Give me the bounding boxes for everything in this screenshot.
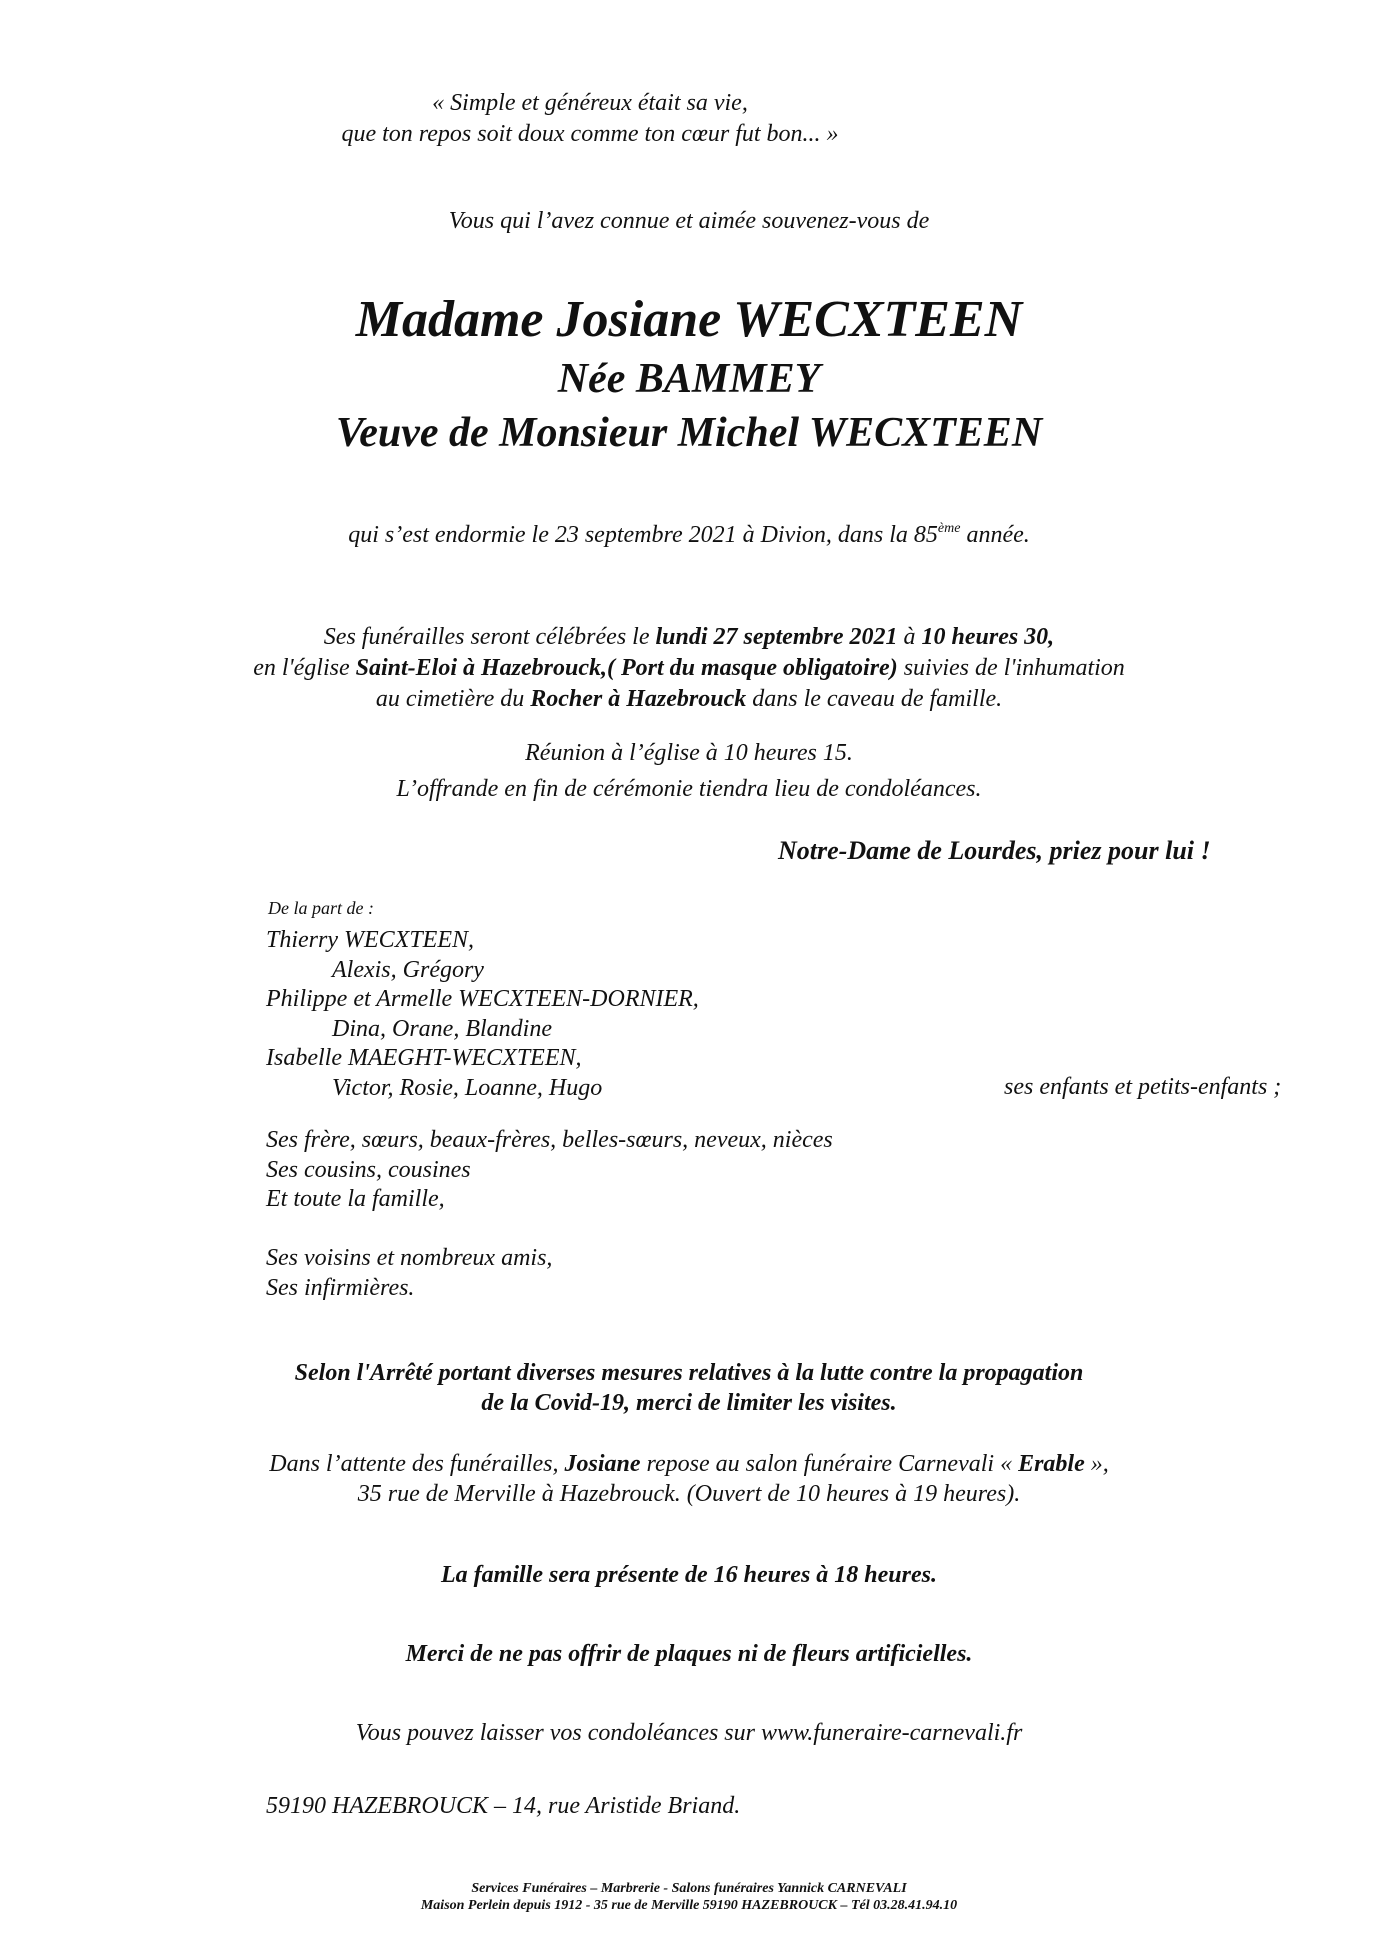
funeral-text: Ses funérailles seront célébrées le <box>323 624 656 650</box>
death-notice <box>0 522 1378 549</box>
family-member: Alexis, Grégory <box>332 956 484 983</box>
funeral-date: lundi 27 septembre 2021 <box>655 624 898 650</box>
salon-name: Erable <box>1018 1451 1085 1477</box>
deceased-name: Madame Josiane WECXTEEN <box>355 291 1023 348</box>
funeral-cemetery: Rocher à Hazebrouck <box>530 686 747 712</box>
repose-line-1 <box>0 1449 1378 1479</box>
family-member: Thierry WECXTEEN, <box>266 927 474 953</box>
children-label: ses enfants et petits-enfants ; <box>1004 1074 1282 1100</box>
covid-notice <box>0 1358 1378 1418</box>
death-text: qui s’est endormie le 23 septembre 2021 à Divion, dans la 85 <box>348 522 938 548</box>
family-list <box>266 926 699 1103</box>
footer-line-1: Services Funéraires – Marbrerie - Salons funéraires Yannick CARNEVALI <box>471 1881 907 1896</box>
church-meeting: Réunion à l’église à 10 heures 15. <box>525 740 853 766</box>
offering-note: L’offrande en fin de cérémonie tiendra lieu de condoléances. <box>396 776 982 802</box>
condolences-notice: Vous pouvez laisser vos condoléances sur www.funeraire-carnevali.fr <box>355 1720 1023 1746</box>
relatives-line: Et toute la famille, <box>266 1186 445 1212</box>
funeral-text: à <box>897 624 922 650</box>
family-member: Dina, Orane, Blandine <box>332 1015 552 1042</box>
quote-line-1: « Simple et généreux était sa vie, <box>432 90 748 116</box>
family-member: Philippe et Armelle WECXTEEN-DORNIER, <box>266 986 699 1012</box>
epitaph-quote <box>240 88 940 150</box>
funeral-text: en l'église <box>253 655 356 681</box>
covid-line-1: Selon l'Arrêté portant diverses mesures relatives à la lutte contre la propagation <box>294 1360 1084 1386</box>
funeral-home-notice <box>0 1449 1378 1509</box>
neighbors-line: Ses infirmières. <box>266 1274 415 1301</box>
funeral-text: au cimetière du <box>375 686 531 712</box>
death-text-end: année. <box>960 522 1030 548</box>
no-plaques-notice: Merci de ne pas offrir de plaques ni de fleurs artificielles. <box>405 1641 973 1667</box>
family-member: Isabelle MAEGHT-WECXTEEN, <box>266 1045 582 1071</box>
quote-line-2: que ton repos soit doux comme ton cœur fut bon... » <box>341 121 839 147</box>
neighbors-line: Ses voisins et nombreux amis, <box>266 1245 553 1271</box>
death-ordinal-suffix: ème <box>937 521 961 536</box>
repose-text: repose au salon funéraire Carnevali « <box>640 1451 1019 1477</box>
funeral-text: dans le caveau de famille. <box>746 686 1003 712</box>
covid-line-2: de la Covid-19, merci de limiter les visites. <box>481 1390 897 1416</box>
funeral-details <box>0 622 1378 715</box>
prayer-line: Notre-Dame de Lourdes, priez pour lui ! <box>778 836 1211 865</box>
relatives-line: Ses frère, sœurs, beaux-frères, belles-sœurs, neveux, nièces <box>266 1127 833 1153</box>
relatives-line: Ses cousins, cousines <box>266 1156 471 1183</box>
funeral-line-2 <box>0 653 1378 684</box>
funeral-text: suivies de l'inhumation <box>897 655 1125 681</box>
footer <box>0 1880 1378 1914</box>
repose-line-2: 35 rue de Merville à Hazebrouck. (Ouvert de 10 heures à 19 heures). <box>357 1481 1021 1507</box>
from-label: De la part de : <box>268 898 374 918</box>
family-member: Victor, Rosie, Loanne, Hugo <box>332 1074 603 1101</box>
repose-text: Dans l’attente des funérailles, <box>269 1451 565 1477</box>
footer-line-2: Maison Perlein depuis 1912 - 35 rue de Merville 59190 HAZEBROUCK – Tél 03.28.41.94.10 <box>420 1898 958 1913</box>
funeral-church: Saint-Eloi à Hazebrouck,( Port du masque obligatoire) <box>355 655 898 681</box>
funeral-time: 10 heures 30, <box>921 624 1055 650</box>
funeral-line-1 <box>0 622 1378 653</box>
neighbors-list <box>266 1244 552 1303</box>
maiden-name: Née BAMMEY <box>557 356 821 402</box>
widow-of: Veuve de Monsieur Michel WECXTEEN <box>335 410 1043 456</box>
funeral-line-3 <box>0 684 1378 715</box>
intro-text: Vous qui l’avez connue et aimée souvenez-vous de <box>448 208 930 234</box>
relatives-list <box>266 1126 833 1215</box>
repose-text: », <box>1084 1451 1109 1477</box>
deceased-first-name: Josiane <box>564 1451 641 1477</box>
family-address: 59190 HAZEBROUCK – 14, rue Aristide Briand. <box>266 1793 741 1819</box>
family-present-notice: La famille sera présente de 16 heures à 18 heures. <box>441 1562 937 1588</box>
